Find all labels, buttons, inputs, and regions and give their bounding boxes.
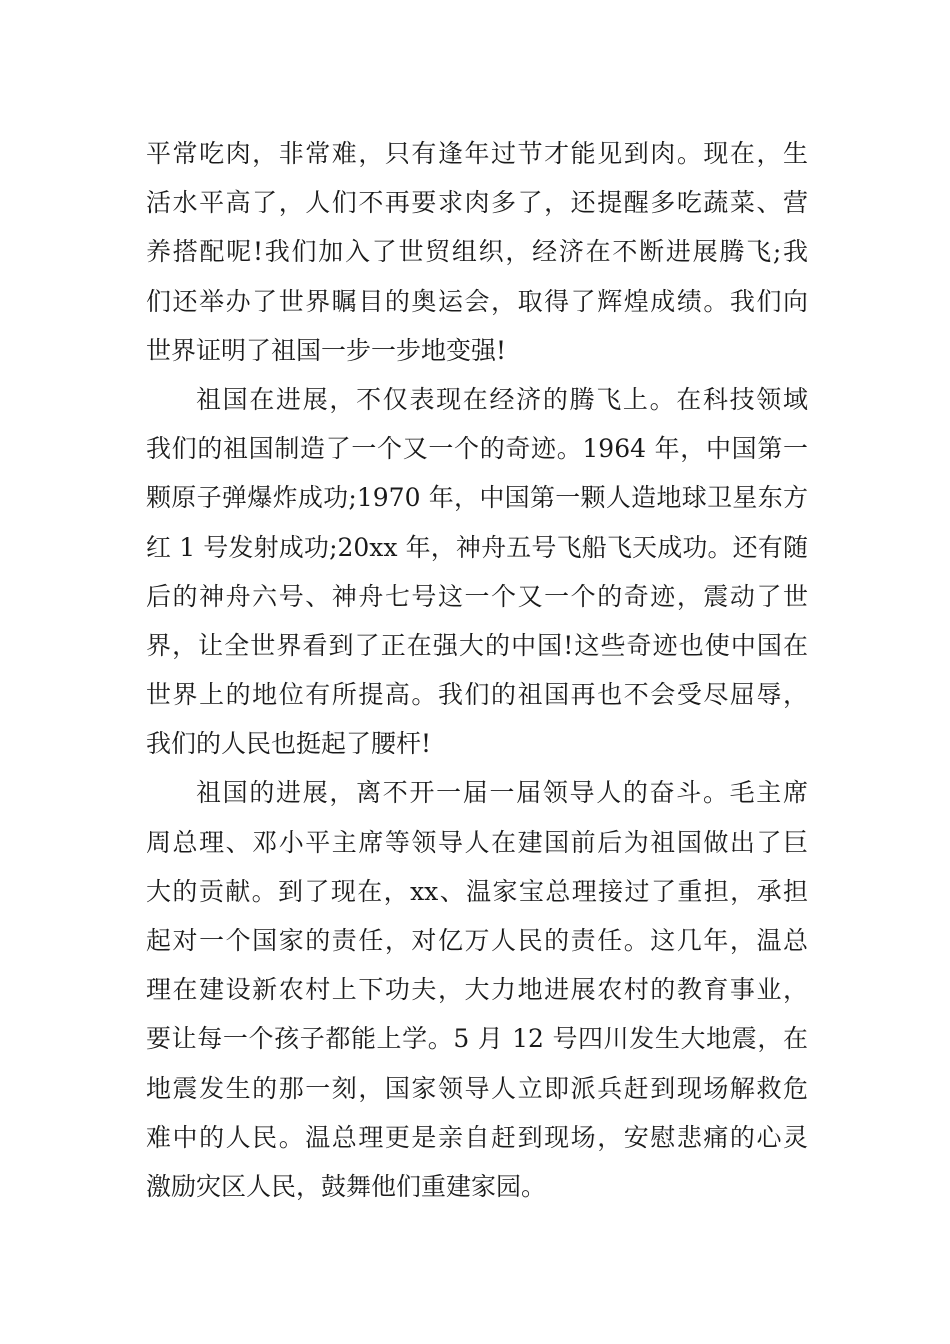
paragraph-line: 周总理、邓小平主席等领导人在建国前后为祖国做出了巨 xyxy=(146,827,808,857)
paragraph-line: 难中的人民。温总理更是亲自赶到现场，安慰悲痛的心灵 xyxy=(146,1122,808,1152)
paragraph-line: 红 1 号发射成功;20xx 年，神舟五号飞船飞天成功。还有随 xyxy=(146,532,808,562)
paragraph-line: 世界证明了祖国一步一步地变强! xyxy=(146,335,507,365)
paragraph-line: 活水平高了，人们不再要求肉多了，还提醒多吃蔬菜、营 xyxy=(146,188,808,218)
document-body xyxy=(146,129,808,1211)
paragraph-2 xyxy=(146,375,808,769)
paragraph-line: 激励灾区人民，鼓舞他们重建家园。 xyxy=(146,1171,547,1201)
paragraph-line: 平常吃肉，非常难，只有逢年过节才能见到肉。现在，生 xyxy=(146,139,808,168)
paragraph-line: 要让每一个孩子都能上学。5 月 12 号四川发生大地震，在 xyxy=(146,1024,808,1054)
paragraph-line: 后的神舟六号、神舟七号这一个又一个的奇迹，震动了世 xyxy=(146,581,808,611)
paragraph-line: 起对一个国家的责任，对亿万人民的责任。这几年，温总 xyxy=(146,926,808,955)
paragraph-line: 祖国的进展，离不开一届一届领导人的奋斗。毛主席 xyxy=(196,778,808,808)
paragraph-line: 我们的祖国制造了一个又一个的奇迹。1964 年，中国第一 xyxy=(146,434,808,464)
paragraph-line: 祖国在进展，不仅表现在经济的腾飞上。在科技领域 xyxy=(196,384,808,414)
paragraph-line: 大的贡献。到了现在，xx、温家宝总理接过了重担，承担 xyxy=(146,876,808,906)
paragraph-line: 养搭配呢!我们加入了世贸组织，经济在不断进展腾飞;我 xyxy=(146,237,808,267)
paragraph-line: 世界上的地位有所提高。我们的祖国再也不会受尽屈辱， xyxy=(146,680,808,710)
paragraph-line: 我们的人民也挺起了腰杆! xyxy=(146,729,432,759)
paragraph-line: 地震发生的那一刻，国家领导人立即派兵赶到现场解救危 xyxy=(146,1073,808,1103)
paragraph-line: 界，让全世界看到了正在强大的中国!这些奇迹也使中国在 xyxy=(146,630,808,660)
paragraph-line: 颗原子弹爆炸成功;1970 年，中国第一颗人造地球卫星东方 xyxy=(146,483,808,513)
paragraph-line: 们还举办了世界瞩目的奥运会，取得了辉煌成绩。我们向 xyxy=(146,286,808,316)
paragraph-3 xyxy=(146,768,808,1211)
paragraph-line: 理在建设新农村上下功夫，大力地进展农村的教育事业， xyxy=(146,975,808,1005)
paragraph-1 xyxy=(146,129,808,375)
